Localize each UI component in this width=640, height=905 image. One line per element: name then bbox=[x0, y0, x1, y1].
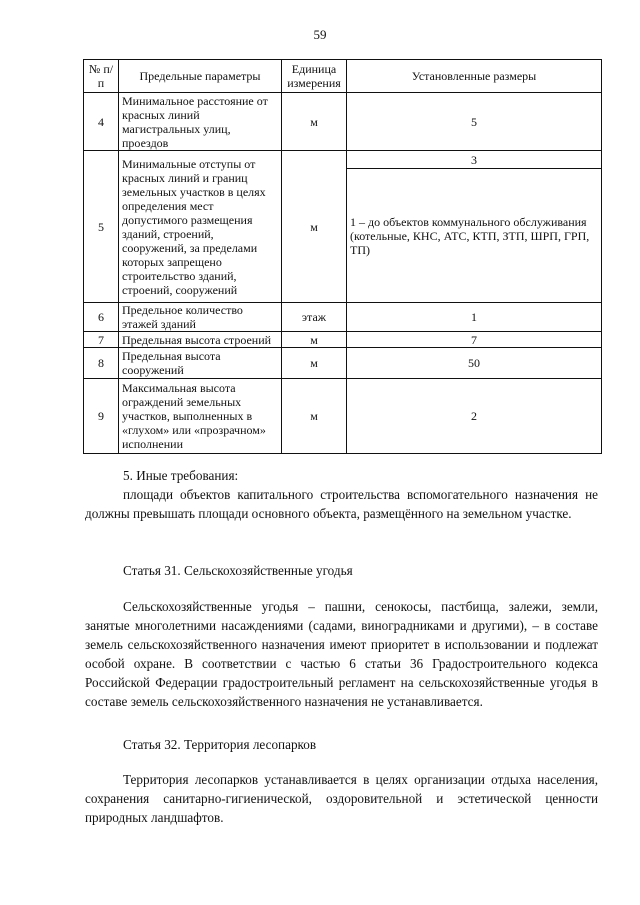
header-unit: Единица измерения bbox=[282, 60, 347, 93]
article-32-text: Территория лесопарков устанавливается в целях организации отдыха населения, сохранения санитарно-гигиенической, оздоровительной и эстетической ценности природных ландшафтов. bbox=[85, 772, 598, 825]
row-param: Предельное количество этажей зданий bbox=[119, 303, 282, 332]
article-31-heading: Статья 31. Сельскохозяйственные угодья bbox=[123, 563, 353, 578]
row-size: 7 bbox=[347, 332, 602, 348]
table-row bbox=[84, 303, 602, 332]
row-size: 2 bbox=[347, 379, 602, 454]
row-param: Минимальные отступы от красных линий и границ земельных участков в целях определения мест допустимого размещения зданий, строений, сооружений, за пределами которых запрещено строительство зданий, строений, сооружений bbox=[119, 151, 282, 303]
article-32 bbox=[85, 735, 598, 754]
article-32-heading: Статья 32. Территория лесопарков bbox=[123, 737, 317, 752]
header-size: Установленные размеры bbox=[347, 60, 602, 93]
row-num: 4 bbox=[84, 93, 119, 151]
table-row bbox=[84, 93, 602, 151]
header-param: Предельные параметры bbox=[119, 60, 282, 93]
table-header-row bbox=[84, 60, 602, 93]
table-row bbox=[84, 379, 602, 454]
row-num: 7 bbox=[84, 332, 119, 348]
row-unit: м bbox=[282, 151, 347, 303]
row-unit: м bbox=[282, 93, 347, 151]
header-num: № п/п bbox=[84, 60, 119, 93]
row-unit: м bbox=[282, 348, 347, 379]
row-num: 8 bbox=[84, 348, 119, 379]
article-31-body bbox=[85, 597, 598, 711]
parameters-table bbox=[83, 59, 602, 454]
article-31 bbox=[85, 561, 598, 580]
row-param: Предельная высота строений bbox=[119, 332, 282, 348]
row-size: 1 bbox=[347, 303, 602, 332]
section-5-text: площади объектов капитального строительства вспомогательного назначения не должны превышать площади основного объекта, размещённого на земельном участке. bbox=[85, 487, 598, 521]
page-number: 59 bbox=[313, 27, 327, 42]
row-unit: м bbox=[282, 379, 347, 454]
row-num: 9 bbox=[84, 379, 119, 454]
row-unit: м bbox=[282, 332, 347, 348]
row-unit: этаж bbox=[282, 303, 347, 332]
section-5 bbox=[85, 466, 598, 523]
row-size: 50 bbox=[347, 348, 602, 379]
table-row bbox=[84, 348, 602, 379]
row-size-a: 3 bbox=[347, 151, 602, 169]
table-row bbox=[84, 151, 602, 169]
article-31-text: Сельскохозяйственные угодья – пашни, сенокосы, пастбища, залежи, земли, занятые многолетними насаждениями (садами, виноградниками и другими), – в составе земель сельскохозяйственного назначения имеют приоритет в использовании и подлежат особой охране. В соответствии с частью 6 статьи 36 Градостроительного кодекса Российской Федерации градостроительный регламент на сельскохозяйственные угодья в составе земель сельскохозяйственного назначения не устанавливается. bbox=[85, 599, 598, 709]
row-param: Максимальная высота ограждений земельных участков, выполненных в «глухом» или «прозрачном» исполнении bbox=[119, 379, 282, 454]
article-32-body bbox=[85, 770, 598, 827]
table-row bbox=[84, 332, 602, 348]
row-size-b: 1 – до объектов коммунального обслуживания (котельные, КНС, АТС, КТП, ЗТП, ШРП, ГРП, ТП) bbox=[347, 169, 602, 303]
row-param: Предельная высота сооружений bbox=[119, 348, 282, 379]
row-num: 6 bbox=[84, 303, 119, 332]
row-size: 5 bbox=[347, 93, 602, 151]
row-param: Минимальное расстояние от красных линий магистральных улиц, проездов bbox=[119, 93, 282, 151]
section-5-heading: 5. Иные требования: bbox=[123, 468, 239, 483]
row-num: 5 bbox=[84, 151, 119, 303]
